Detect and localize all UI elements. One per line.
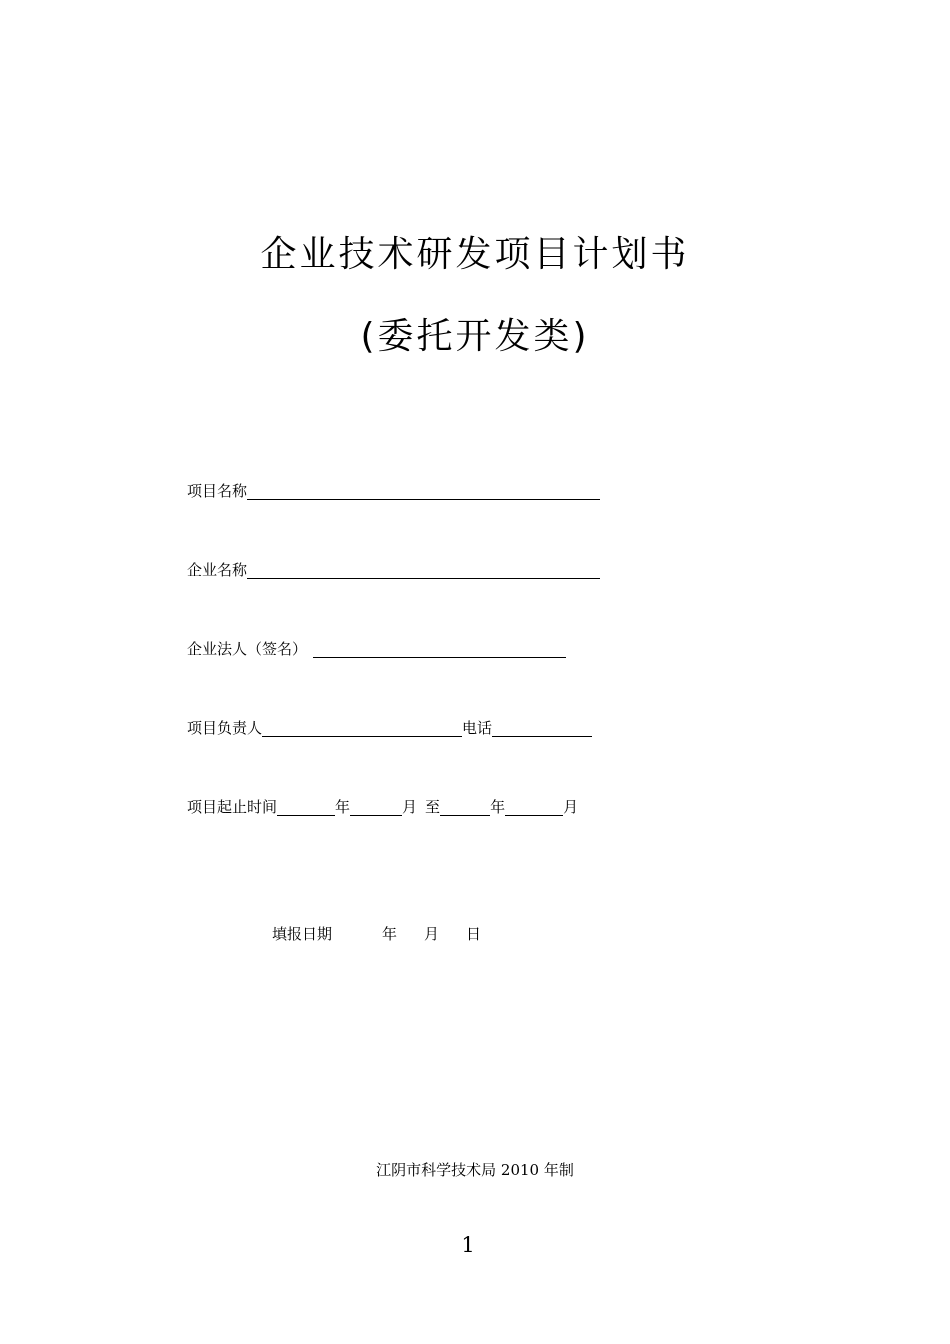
company-name-label: 企业名称 (187, 561, 248, 579)
project-period-row (187, 795, 578, 819)
start-year-blank[interactable] (277, 795, 335, 816)
fill-date-year-label: 年 (382, 925, 398, 943)
legal-rep-signature-blank[interactable] (313, 637, 566, 658)
issuer-line: 江阴市科学技术局 2010 年制 (376, 1161, 574, 1179)
fill-date-day-label: 日 (466, 925, 482, 943)
legal-rep-label: 企业法人（签名） (187, 640, 308, 658)
phone-label: 电话 (462, 719, 493, 737)
legal-rep-row (187, 637, 566, 661)
document-subtitle: (委托开发类) (360, 316, 590, 357)
document-title: 企业技术研发项目计划书 (260, 234, 690, 275)
to-label: 至 (425, 798, 441, 816)
start-year-label: 年 (335, 798, 351, 816)
project-name-label: 项目名称 (187, 482, 248, 500)
end-month-blank[interactable] (505, 795, 563, 816)
company-name-row (187, 558, 600, 582)
period-label: 项目起止时间 (187, 798, 278, 816)
project-leader-blank[interactable] (262, 716, 462, 737)
fill-date-label: 填报日期 (272, 925, 333, 943)
fill-date-month-label: 月 (424, 925, 440, 943)
end-year-blank[interactable] (440, 795, 490, 816)
project-leader-row (187, 716, 592, 740)
page-number: 1 (461, 1233, 475, 1257)
project-name-row (187, 479, 600, 503)
start-month-label: 月 (402, 798, 418, 816)
end-year-label: 年 (490, 798, 506, 816)
company-name-blank[interactable] (247, 558, 600, 579)
project-name-blank[interactable] (247, 479, 600, 500)
fill-date-row (272, 922, 481, 946)
phone-blank[interactable] (492, 716, 592, 737)
end-month-label: 月 (563, 798, 579, 816)
start-month-blank[interactable] (350, 795, 402, 816)
project-leader-label: 项目负责人 (187, 719, 263, 737)
